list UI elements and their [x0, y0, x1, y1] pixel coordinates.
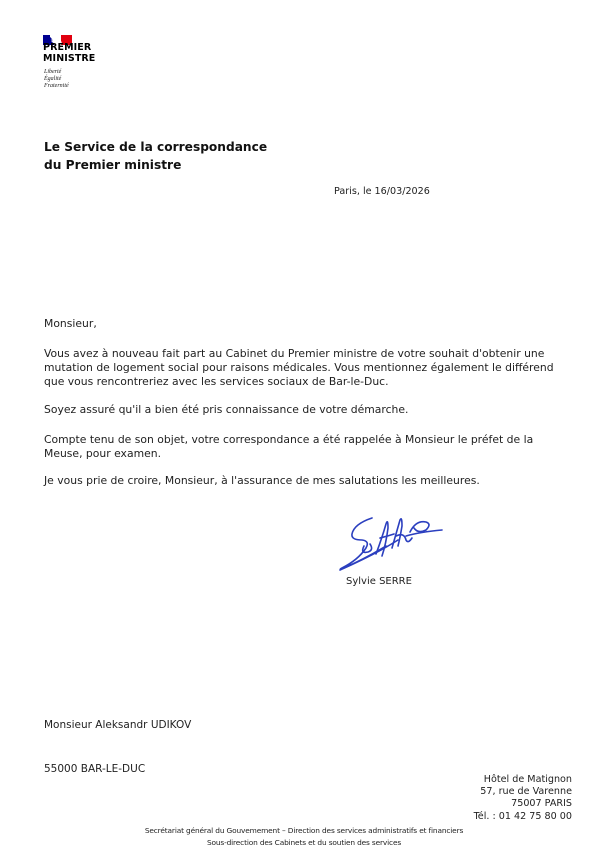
closing-formula [44, 474, 574, 488]
paragraph-1-text: Vous avez à nouveau fait part au Cabinet du Premier ministre de votre souhait d'obtenir une mutation de logement social pour raisons médicales. Vous mentionnez également le différend que vous rencontreriez avec les services sociaux de Bar-le-Duc. [44, 347, 554, 389]
address-line-2: 57, rue de Varenne [480, 786, 572, 798]
paragraph-3-text: Compte tenu de son objet, votre correspondance a été rappelée à Monsieur le préfet de la Meuse, pour examen. [44, 433, 534, 461]
footer-line-1: Secrétariat général du Gouvemement – Direction des services administratifs et financiers [144, 826, 464, 835]
address-line-1: Hôtel de Matignon [483, 774, 572, 785]
letter-date: Paris, le 16/03/2026 [334, 186, 430, 197]
salutation: Monsieur, [44, 317, 97, 330]
page-footer [0, 825, 608, 848]
sender-line-2: du Premier ministre [44, 158, 182, 172]
paragraph-3 [44, 433, 574, 461]
marianne-flag-logo [43, 31, 73, 42]
paragraph-2-text: Soyez assuré qu'il a bien été pris connaissance de votre démarche. [44, 403, 409, 416]
signer-name: Sylvie SERRE [346, 576, 412, 587]
closing-formula-text: Je vous prie de croire, Monsieur, à l'assurance de mes salutations les meilleures. [44, 474, 480, 487]
motto-liberte: Liberté [44, 69, 62, 75]
recipient-city: 55000 BAR-LE-DUC [44, 763, 146, 775]
motto-fraternite: Fraternité [44, 83, 69, 89]
handwritten-signature [336, 510, 444, 578]
paragraph-2 [44, 403, 574, 417]
recipient-name: Monsieur Aleksandr UDIKOV [44, 719, 192, 731]
address-line-3: 75007 PARIS [511, 798, 572, 810]
paragraph-1 [44, 347, 574, 390]
institution-line-2: MINISTRE [43, 52, 96, 64]
institution-name [43, 43, 95, 64]
return-address [474, 774, 572, 823]
motto-egalite: Égalité [44, 76, 62, 82]
republic-motto [44, 69, 69, 90]
sender-block [44, 138, 267, 174]
sender-line-1: Le Service de la correspondance [44, 140, 268, 154]
institution-line-1: PREMIER [43, 42, 92, 53]
address-phone: Tél. : 01 42 75 80 00 [473, 810, 572, 822]
footer-line-2: Sous-direction des Cabinets et du soutien des services [206, 837, 402, 847]
